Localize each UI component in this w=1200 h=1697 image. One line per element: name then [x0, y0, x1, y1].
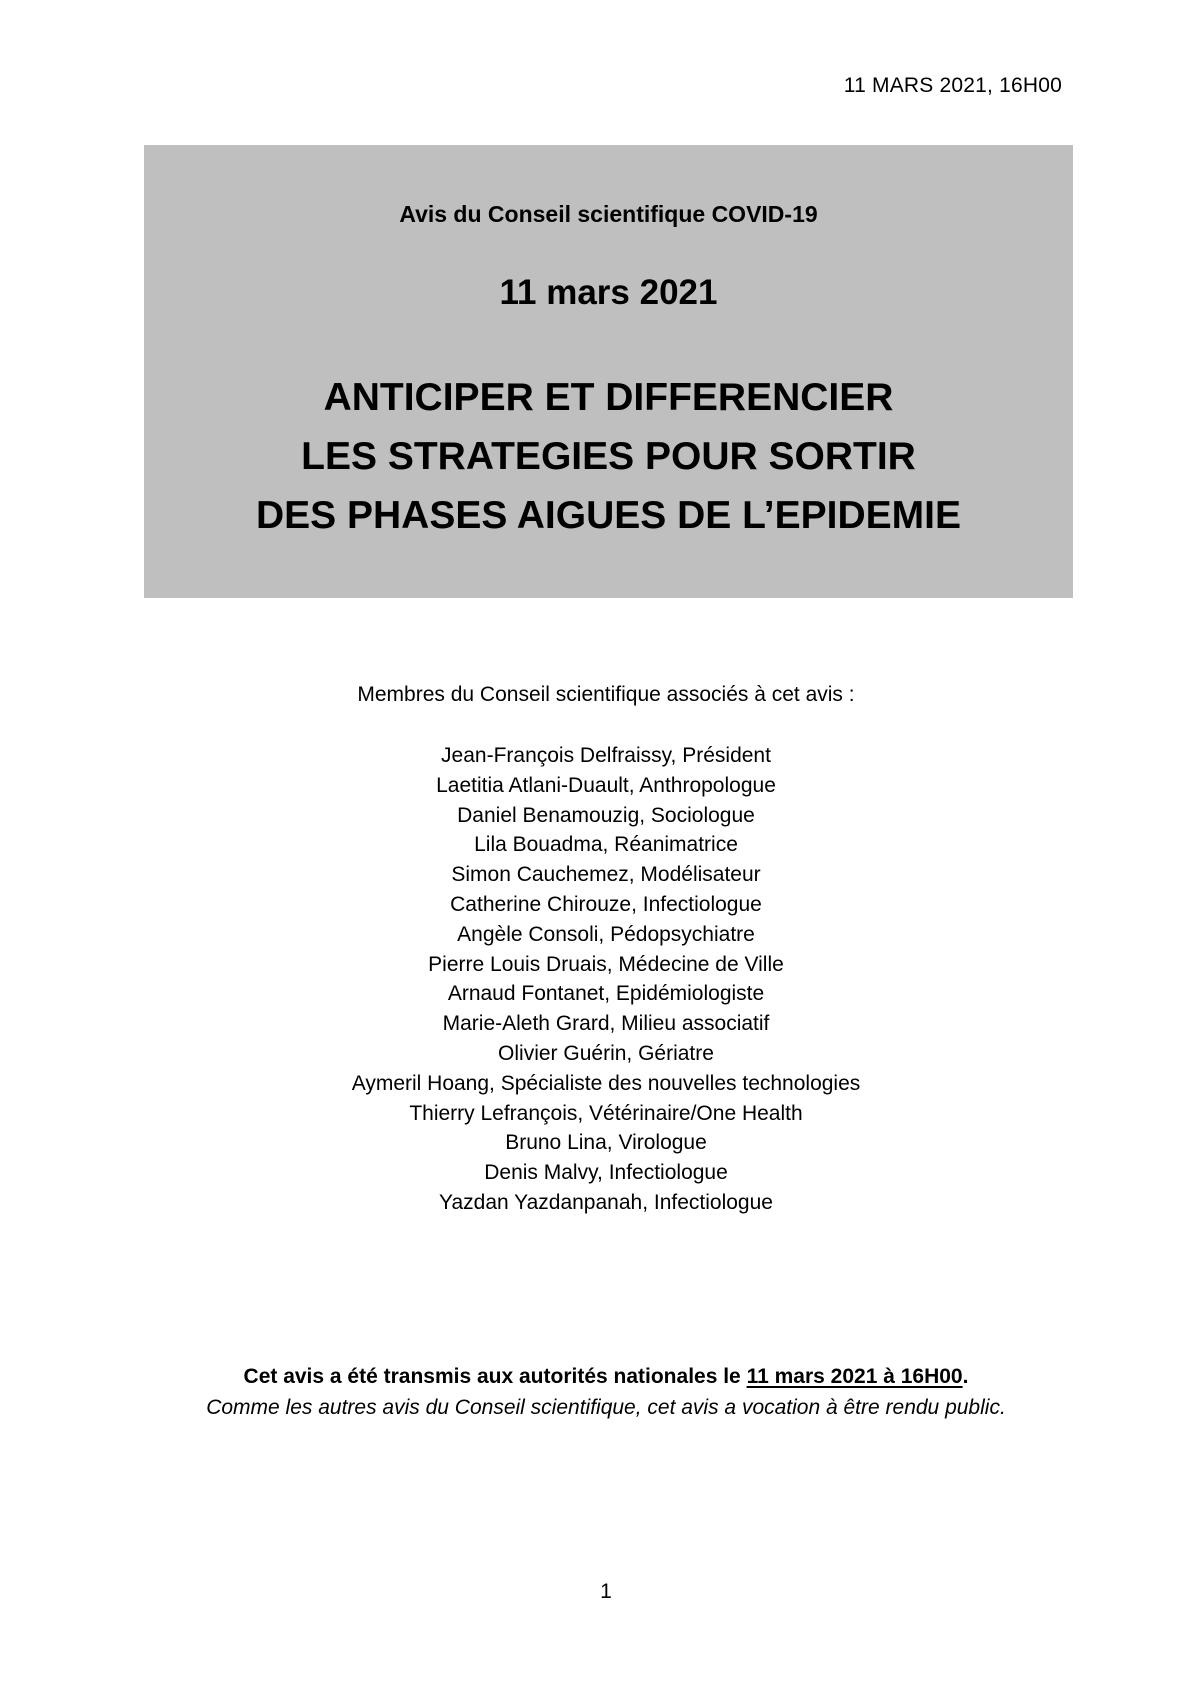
member-item: Olivier Guérin, Gériatre	[498, 1041, 714, 1065]
member-item: Marie-Aleth Grard, Milieu associatif	[442, 1012, 770, 1036]
member-item: Simon Cauchemez, Modélisateur	[451, 863, 761, 887]
transmission-statement	[0, 1365, 1200, 1389]
transmission-date: 11 mars 2021 à 16H00	[746, 1365, 963, 1388]
member-item: Yazdan Yazdanpanah, Infectiologue	[439, 1190, 773, 1214]
member-item: Daniel Benamouzig, Sociologue	[457, 803, 755, 827]
member-item: Bruno Lina, Virologue	[505, 1131, 707, 1155]
member-item: Angèle Consoli, Pédopsychiatre	[457, 922, 755, 946]
title-box	[144, 145, 1073, 598]
transmission-prefix: Cet avis a été transmis aux autorités nationales le	[243, 1365, 747, 1388]
page-number: 1	[600, 1580, 612, 1603]
member-item: Jean-François Delfraissy, Président	[441, 744, 771, 767]
member-item: Lila Bouadma, Réanimatrice	[474, 833, 738, 857]
headline-line: LES STRATEGIES POUR SORTIR	[301, 435, 916, 478]
members-list	[0, 741, 1200, 1218]
document-date: 11 mars 2021	[499, 273, 718, 312]
document-subtitle: Avis du Conseil scientifique COVID-19	[399, 201, 818, 227]
member-item: Arnaud Fontanet, Epidémiologiste	[447, 982, 765, 1006]
member-item: Thierry Lefrançois, Vétérinaire/One Health	[409, 1101, 803, 1125]
member-item: Catherine Chirouze, Infectiologue	[450, 892, 762, 916]
member-item: Denis Malvy, Infectiologue	[484, 1161, 728, 1185]
header-date: 11 MARS 2021, 16H00	[843, 74, 1062, 97]
document-headline	[144, 368, 1073, 545]
member-item: Laetitia Atlani-Duault, Anthropologue	[436, 773, 776, 797]
member-item: Aymeril Hoang, Spécialiste des nouvelles technologies	[351, 1071, 861, 1095]
headline-line: DES PHASES AIGUES DE L’EPIDEMIE	[255, 494, 962, 537]
public-note: Comme les autres avis du Conseil scientifique, cet avis a vocation à être rendu public.	[206, 1396, 1006, 1419]
members-intro: Membres du Conseil scientifique associés à cet avis :	[357, 683, 855, 706]
transmission-suffix: .	[962, 1365, 969, 1388]
headline-line: ANTICIPER ET DIFFERENCIER	[323, 376, 894, 419]
member-item: Pierre Louis Druais, Médecine de Ville	[428, 952, 784, 976]
